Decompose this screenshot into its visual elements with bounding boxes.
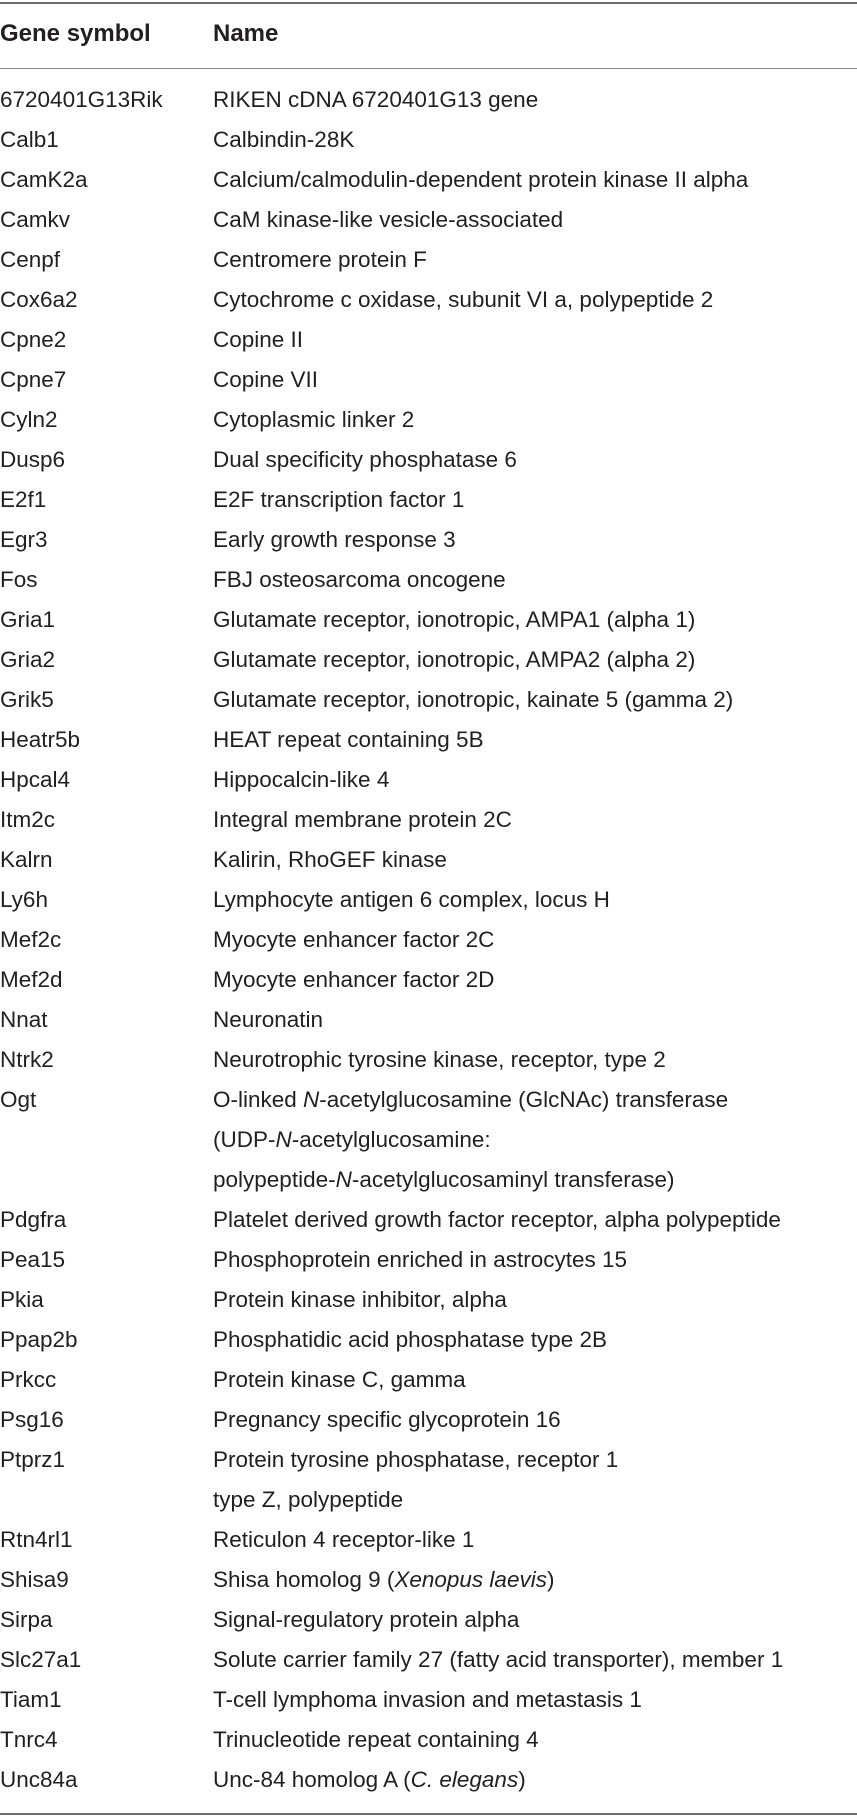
name-text: Unc-84 homolog A ( [213,1767,411,1792]
name-text: Copine II [213,327,304,352]
gene-name-cell [213,320,857,360]
gene-symbol-cell: Gria2 [0,647,56,672]
name-italic-text: C. elegans [410,1767,519,1792]
table-row [0,240,857,280]
gene-name-cell [213,1240,857,1280]
name-text: CaM kinase-like vesicle-associated [213,207,564,232]
table-row [0,440,857,480]
name-text: Signal-regulatory protein alpha [213,1607,520,1632]
name-text: Neurotrophic tyrosine kinase, receptor, type 2 [213,1047,666,1072]
gene-symbol-cell: Egr3 [0,527,48,552]
name-text: Copine VII [213,367,319,392]
gene-name-line [213,960,857,1000]
gene-symbol-cell: Unc84a [0,1767,78,1792]
gene-name-cell [213,1080,857,1200]
gene-name-cell [213,640,857,680]
table-row [0,320,857,360]
table-row [0,800,857,840]
gene-name-line [213,880,857,920]
gene-name-cell [213,240,857,280]
gene-symbol-cell: Kalrn [0,847,53,872]
name-text: Reticulon 4 receptor-like 1 [213,1527,475,1552]
gene-name-line [213,320,857,360]
gene-name-cell [213,1040,857,1080]
gene-name-line [213,1120,857,1160]
gene-name-line [213,1160,857,1200]
gene-name-line [213,1600,857,1640]
gene-symbol-cell: Pdgfra [0,1207,67,1232]
name-text: -acetylglucosaminyl transferase) [351,1167,675,1192]
header-gene-symbol: Gene symbol [0,20,151,47]
gene-name-line [213,1480,857,1520]
gene-symbol-cell: Rtn4rl1 [0,1527,73,1552]
gene-name-cell [213,520,857,560]
table-row [0,600,857,640]
table-row [0,760,857,800]
gene-symbol-cell: Cox6a2 [0,287,78,312]
gene-name-line [213,1440,857,1480]
name-text: Protein kinase C, gamma [213,1367,466,1392]
gene-symbol-cell: Heatr5b [0,727,81,752]
gene-name-line [213,160,857,200]
table-row [0,400,857,440]
table-row [0,1200,857,1240]
table-row [0,160,857,200]
table-row [0,560,857,600]
gene-name-cell [213,1320,857,1360]
name-text: type Z, polypeptide [213,1487,404,1512]
gene-symbol-cell: E2f1 [0,487,47,512]
gene-symbol-cell: Cenpf [0,247,61,272]
table-bottom-rule [0,1813,857,1815]
gene-name-cell [213,840,857,880]
name-text: Integral membrane protein 2C [213,807,512,832]
name-text: O-linked [213,1087,304,1112]
gene-symbol-cell: Tnrc4 [0,1727,58,1752]
table-row [0,840,857,880]
table-top-rule [0,2,857,4]
gene-name-cell [213,200,857,240]
gene-name-cell [213,440,857,480]
name-italic-text: Xenopus laevis [394,1567,547,1592]
gene-symbol-cell: Camkv [0,207,71,232]
table-row [0,480,857,520]
gene-name-line [213,640,857,680]
gene-name-line [213,1560,857,1600]
gene-name-line [213,400,857,440]
table-row [0,1720,857,1760]
gene-name-cell [213,600,857,640]
table-row [0,120,857,160]
gene-name-line [213,520,857,560]
gene-name-cell [213,280,857,320]
gene-symbol-cell: Mef2d [0,967,63,992]
table-row [0,1640,857,1680]
gene-symbol-cell: Grik5 [0,687,54,712]
name-text: FBJ osteosarcoma oncogene [213,567,506,592]
gene-name-line [213,1520,857,1560]
name-text: Hippocalcin-like 4 [213,767,390,792]
gene-name-cell [213,160,857,200]
gene-name-cell [213,400,857,440]
name-text: Shisa homolog 9 ( [213,1567,395,1592]
name-text: Pregnancy specific glycoprotein 16 [213,1407,561,1432]
gene-name-cell [213,800,857,840]
name-italic-text: N [303,1087,320,1112]
gene-name-cell [213,120,857,160]
table-row [0,1400,857,1440]
gene-name-cell [213,1360,857,1400]
gene-name-cell [213,1000,857,1040]
name-text: Neuronatin [213,1007,324,1032]
gene-symbol-cell: Slc27a1 [0,1647,82,1672]
gene-name-cell [213,960,857,1000]
gene-symbol-cell: Ppap2b [0,1327,78,1352]
header-rule [0,68,857,69]
name-text: Myocyte enhancer factor 2C [213,927,495,952]
gene-symbol-cell: Dusp6 [0,447,66,472]
table-row [0,960,857,1000]
gene-name-line [213,560,857,600]
name-text: HEAT repeat containing 5B [213,727,484,752]
gene-symbol-cell: Cpne2 [0,327,67,352]
gene-name-line [213,1680,857,1720]
name-text: Cytochrome c oxidase, subunit VI a, polypeptide 2 [213,287,714,312]
name-text: Kalirin, RhoGEF kinase [213,847,447,872]
gene-name-cell [213,680,857,720]
name-text: Phosphatidic acid phosphatase type 2B [213,1327,608,1352]
gene-symbol-cell: 6720401G13Rik [0,87,163,112]
gene-name-cell [213,1200,857,1240]
table-row [0,1000,857,1040]
gene-name-cell [213,760,857,800]
gene-symbol-cell: Cyln2 [0,407,58,432]
gene-name-line [213,1080,857,1120]
table-row [0,1320,857,1360]
name-text: (UDP- [213,1127,276,1152]
name-text: ) [546,1567,555,1592]
gene-name-cell [213,1720,857,1760]
gene-name-line [213,760,857,800]
gene-name-line [213,240,857,280]
gene-name-cell [213,1280,857,1320]
gene-name-cell [213,1560,857,1600]
gene-name-line [213,1240,857,1280]
name-text: Protein kinase inhibitor, alpha [213,1287,507,1312]
gene-name-line [213,1200,857,1240]
gene-name-cell [213,1640,857,1680]
gene-symbol-cell: Nnat [0,1007,48,1032]
gene-name-line [213,1320,857,1360]
name-text: Early growth response 3 [213,527,456,552]
gene-name-cell [213,1400,857,1440]
gene-name-line [213,1720,857,1760]
gene-symbol-cell: Psg16 [0,1407,64,1432]
gene-symbol-cell: Pkia [0,1287,44,1312]
name-text: Lymphocyte antigen 6 complex, locus H [213,887,610,912]
gene-name-line [213,600,857,640]
gene-name-line [213,80,857,120]
name-text: Centromere protein F [213,247,427,272]
gene-symbol-cell: Sirpa [0,1607,53,1632]
gene-name-line [213,720,857,760]
gene-name-line [213,1040,857,1080]
gene-name-line [213,360,857,400]
table-row [0,1280,857,1320]
gene-symbol-cell: Prkcc [0,1367,57,1392]
table-row [0,1040,857,1080]
table-row [0,680,857,720]
gene-symbol-cell: Cpne7 [0,367,67,392]
gene-name-cell [213,80,857,120]
gene-name-line [213,840,857,880]
table-row [0,1600,857,1640]
table-row [0,1760,857,1800]
name-text: -acetylglucosamine: [291,1127,491,1152]
gene-name-line [213,1400,857,1440]
name-text: RIKEN cDNA 6720401G13 gene [213,87,539,112]
name-text: ) [518,1767,526,1792]
gene-symbol-cell: Fos [0,567,38,592]
name-text: Phosphoprotein enriched in astrocytes 15 [213,1247,628,1272]
gene-name-cell [213,880,857,920]
table-row [0,520,857,560]
table-row [0,200,857,240]
name-text: Myocyte enhancer factor 2D [213,967,495,992]
gene-name-line [213,800,857,840]
header-name: Name [213,20,279,47]
gene-symbol-cell: Tiam1 [0,1687,62,1712]
gene-name-line [213,680,857,720]
table-row [0,360,857,400]
gene-name-line [213,1640,857,1680]
name-italic-text: N [275,1127,292,1152]
name-text: Trinucleotide repeat containing 4 [213,1727,539,1752]
gene-name-line [213,440,857,480]
table-row [0,1680,857,1720]
table-row [0,1560,857,1600]
table-header [0,14,857,54]
gene-name-cell [213,480,857,520]
name-text: polypeptide- [213,1167,336,1192]
gene-symbol-cell: Mef2c [0,927,62,952]
gene-name-line [213,120,857,160]
gene-symbol-cell: Shisa9 [0,1567,69,1592]
name-text: Glutamate receptor, ionotropic, AMPA2 (alpha 2) [213,647,696,672]
name-text: Protein tyrosine phosphatase, receptor 1 [213,1447,619,1472]
gene-name-cell [213,1600,857,1640]
name-text: Dual specificity phosphatase 6 [213,447,517,472]
table-body [0,80,857,1800]
gene-name-cell [213,920,857,960]
name-text: Calbindin-28K [213,127,355,152]
name-text: Glutamate receptor, ionotropic, AMPA1 (alpha 1) [213,607,696,632]
gene-name-cell [213,1680,857,1720]
name-text: -acetylglucosamine (GlcNAc) transferase [319,1087,729,1112]
gene-name-cell [213,360,857,400]
gene-symbol-cell: Ptprz1 [0,1447,66,1472]
gene-symbol-cell: Ntrk2 [0,1047,54,1072]
name-text: Platelet derived growth factor receptor, alpha polypeptide [213,1207,781,1232]
gene-name-line [213,1280,857,1320]
gene-symbol-cell: Calb1 [0,127,59,152]
table-row [0,80,857,120]
gene-symbol-cell: Ly6h [0,887,48,912]
table-row [0,1080,857,1200]
table-row [0,280,857,320]
gene-name-cell [213,1760,857,1800]
gene-name-line [213,480,857,520]
gene-symbol-cell: Itm2c [0,807,56,832]
gene-symbol-cell: Pea15 [0,1247,66,1272]
name-italic-text: N [335,1167,352,1192]
name-text: T-cell lymphoma invasion and metastasis 1 [213,1687,642,1712]
table-row [0,1240,857,1280]
gene-symbol-cell: CamK2a [0,167,88,192]
gene-name-line [213,1360,857,1400]
gene-symbol-cell: Ogt [0,1087,37,1112]
gene-symbol-cell: Hpcal4 [0,767,71,792]
table-row [0,880,857,920]
gene-name-line [213,200,857,240]
name-text: Solute carrier family 27 (fatty acid transporter), member 1 [213,1647,784,1672]
table-row [0,1520,857,1560]
gene-name-cell [213,1520,857,1560]
table-row [0,1440,857,1520]
name-text: E2F transcription factor 1 [213,487,465,512]
gene-name-line [213,280,857,320]
gene-name-line [213,1760,857,1800]
table-row [0,920,857,960]
name-text: Cytoplasmic linker 2 [213,407,415,432]
table-row [0,640,857,680]
name-text: Glutamate receptor, ionotropic, kainate 5 (gamma 2) [213,687,734,712]
gene-name-cell [213,720,857,760]
table-row [0,1360,857,1400]
gene-name-cell [213,1440,857,1520]
gene-name-line [213,920,857,960]
gene-name-cell [213,560,857,600]
table-row [0,720,857,760]
gene-name-line [213,1000,857,1040]
gene-symbol-cell: Gria1 [0,607,56,632]
name-text: Calcium/calmodulin-dependent protein kinase II alpha [213,167,749,192]
